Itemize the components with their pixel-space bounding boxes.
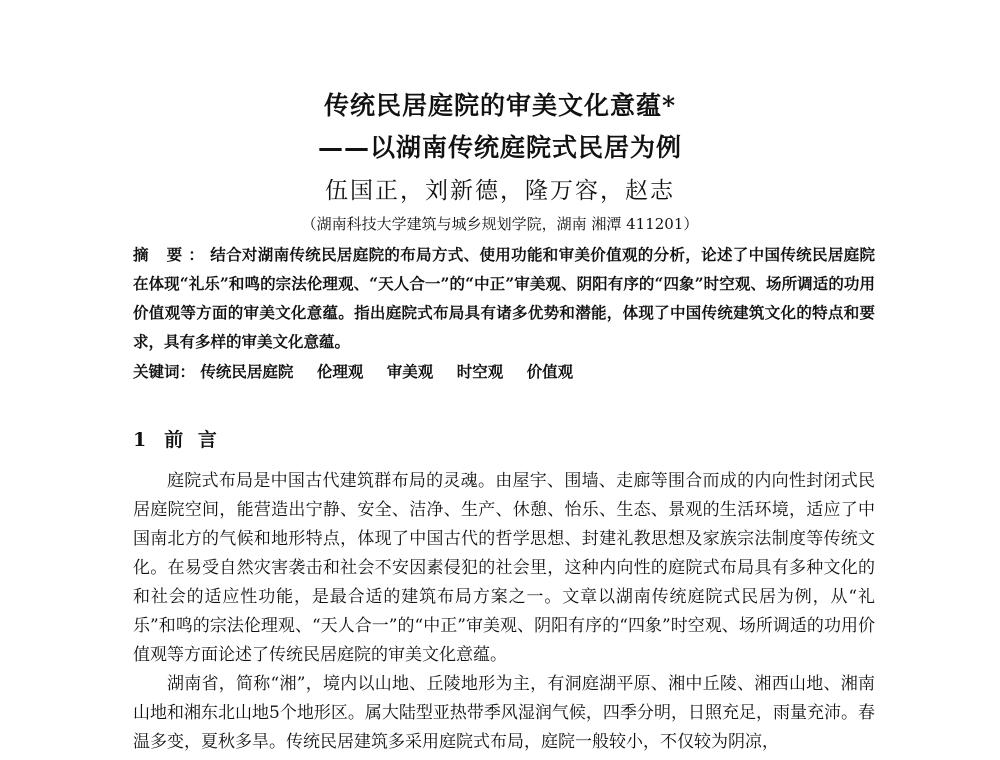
section-heading xyxy=(133,425,221,452)
body-text xyxy=(133,467,875,757)
affiliation: （湖南科技大学建筑与城乡规划学院，湖南 湘潭 411201） xyxy=(301,215,699,233)
abstract-label: 摘 要： xyxy=(133,245,211,264)
keywords xyxy=(133,357,875,386)
keyword: 审美观 xyxy=(386,362,434,381)
paper-title: 传统民居庭院的审美文化意蕴* xyxy=(323,91,677,120)
section-title: 前 言 xyxy=(164,429,221,451)
keywords-label: 关键词： xyxy=(133,362,196,381)
keyword: 价值观 xyxy=(526,362,574,381)
keyword: 伦理观 xyxy=(316,362,364,381)
paragraph: 庭院式布局是中国古代建筑群布局的灵魂。由屋宇、围墙、走廊等围合而成的内向性封闭式民居庭院空间，能营造出宁静、安全、洁净、生产、休憩、怡乐、生态、景观的生活环境，适应了中国南北方的气候和地形特点，体现了中国古代的哲学思想、封建礼教思想及家族宗法制度等传统文化。在易受自然灾害袭击和社会不安因素侵犯的社会里，这种内向性的庭院式布局具有多种文化的和社会的适应性功能，是最合适的建筑布局方案之一。文章以湖南传统庭院式民居为例，从“礼乐”和鸣的宗法伦理观、“天人合一”的“中正”审美观、阴阳有序的“四象”时空观、场所调适的功用价值观等方面论述了传统民居庭院的审美文化意蕴。 xyxy=(133,471,875,665)
paragraph: 湖南省，简称“湘”，境内以山地、丘陵地形为主，有洞庭湖平原、湘中丘陵、湘西山地、湘南山地和湘东北山地5个地形区。属大陆型亚热带季风湿润气候，四季分明，日照充足，雨量充沛。春温多变，夏秋多旱。传统民居建筑多采用庭院式布局，庭院一般较小，不仅较为阴凉， xyxy=(133,674,875,752)
keyword: 时空观 xyxy=(456,362,504,381)
paper-subtitle: ——以湖南传统庭院式民居为例 xyxy=(317,133,682,162)
keyword: 传统民居庭院 xyxy=(200,362,294,381)
section-number: 1 xyxy=(133,429,151,451)
author-list: 伍国正，刘新德，隆万容，赵志 xyxy=(325,178,675,204)
abstract xyxy=(133,240,875,356)
abstract-text: 结合对湖南传统民居庭院的布局方式、使用功能和审美价值观的分析，论述了中国传统民居庭院在体现“礼乐”和鸣的宗法伦理观、“天人合一”的“中正”审美观、阴阳有序的“四象”时空观、场所调适的功用价值观等方面的审美文化意蕴。指出庭院式布局具有诸多优势和潜能，体现了中国传统建筑文化的特点和要求，具有多样的审美文化意蕴。 xyxy=(133,245,875,351)
